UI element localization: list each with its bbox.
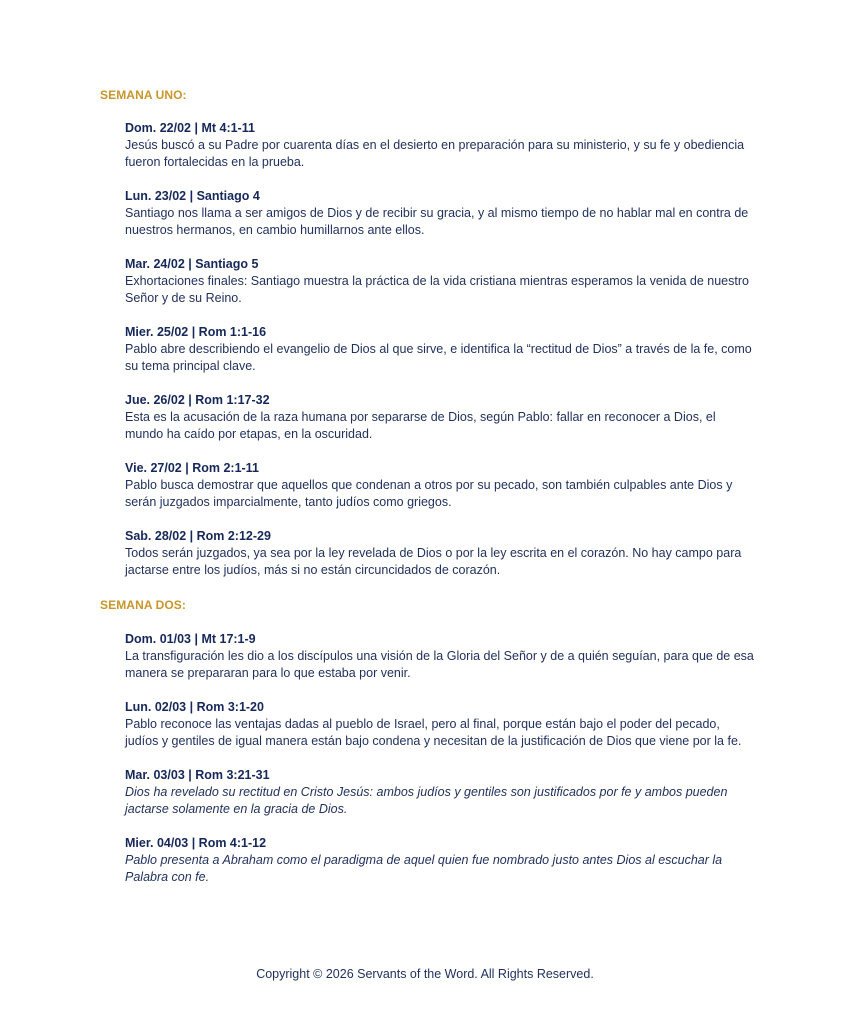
entry-title: Vie. 27/02 | Rom 2:1-11 bbox=[125, 461, 259, 475]
entry-title: Sab. 28/02 | Rom 2:12-29 bbox=[125, 529, 271, 543]
entry-title: Jue. 26/02 | Rom 1:17-32 bbox=[125, 393, 270, 407]
entry-title: Mar. 24/02 | Santiago 5 bbox=[125, 257, 259, 271]
reading-entry bbox=[125, 460, 755, 511]
reading-entry bbox=[125, 120, 755, 171]
reading-entry bbox=[125, 835, 755, 886]
entry-title: Lun. 02/03 | Rom 3:1-20 bbox=[125, 700, 264, 714]
week-one-entries bbox=[125, 120, 755, 579]
week-heading: SEMANA DOS: bbox=[100, 598, 186, 612]
entry-title: Mar. 03/03 | Rom 3:21-31 bbox=[125, 768, 270, 782]
reading-entry bbox=[125, 631, 755, 682]
entry-text: Santiago nos llama a ser amigos de Dios y de recibir su gracia, y al mismo tiempo de no hablar mal en contra de nuestros hermanos, en cambio humillarnos ante ellos. bbox=[125, 206, 749, 237]
entry-title: Dom. 22/02 | Mt 4:1-11 bbox=[125, 121, 255, 135]
week-two-entries bbox=[125, 631, 755, 886]
entry-text: La transfiguración les dio a los discípulos una visión de la Gloria del Señor y de a quién seguían, para que de esa manera se prepararan para lo que estaba por venir. bbox=[125, 649, 754, 680]
entry-text: Pablo reconoce las ventajas dadas al pueblo de Israel, pero al final, porque están bajo el poder del pecado, judíos y gentiles de igual manera están bajo condena y necesitan de la justificación de Dios que viene por la fe. bbox=[125, 717, 742, 748]
entry-text: Pablo presenta a Abraham como el paradigma de aquel quien fue nombrado justo antes Dios al escuchar la Palabra con fe. bbox=[125, 853, 723, 884]
reading-entry bbox=[125, 528, 755, 579]
reading-entry bbox=[125, 256, 755, 307]
entry-text: Dios ha revelado su rectitud en Cristo Jesús: ambos judíos y gentiles son justificados por fe y ambos pueden jactarse solamente en la gracia de Dios. bbox=[125, 785, 728, 816]
reading-entry bbox=[125, 324, 755, 375]
entry-text: Pablo abre describiendo el evangelio de Dios al que sirve, e identifica la “rectitud de Dios” a través de la fe, como su tema principal clave. bbox=[125, 342, 752, 373]
entry-text: Todos serán juzgados, ya sea por la ley revelada de Dios o por la ley escrita en el corazón. No hay campo para jactarse entre los judíos, más si no están circuncidados de corazón. bbox=[125, 546, 742, 577]
week-heading: SEMANA UNO: bbox=[100, 88, 187, 102]
entry-title: Dom. 01/03 | Mt 17:1-9 bbox=[125, 632, 256, 646]
entry-title: Lun. 23/02 | Santiago 4 bbox=[125, 189, 260, 203]
entry-title: Mier. 04/03 | Rom 4:1-12 bbox=[125, 836, 267, 850]
reading-entry bbox=[125, 699, 755, 750]
entry-text: Esta es la acusación de la raza humana por separarse de Dios, según Pablo: fallar en reconocer a Dios, el mundo ha caído por etapas, en la oscuridad. bbox=[125, 410, 716, 441]
reading-entry bbox=[125, 392, 755, 443]
entry-title: Mier. 25/02 | Rom 1:1-16 bbox=[125, 325, 267, 339]
entry-text: Pablo busca demostrar que aquellos que condenan a otros por su pecado, son también culpables ante Dios y serán juzgados imparcialmente, tanto judíos como griegos. bbox=[125, 478, 733, 509]
reading-entry bbox=[125, 188, 755, 239]
reading-entry bbox=[125, 767, 755, 818]
entry-text: Jesús buscó a su Padre por cuarenta días en el desierto en preparación para su ministerio, y su fe y obediencia fueron fortalecidas en la prueba. bbox=[125, 138, 745, 169]
copyright-footer: Copyright © 2026 Servants of the Word. All Rights Reserved. bbox=[256, 967, 594, 981]
entry-text: Exhortaciones finales: Santiago muestra la práctica de la vida cristiana mientras esperamos la venida de nuestro Señor y de su Reino. bbox=[125, 274, 749, 305]
